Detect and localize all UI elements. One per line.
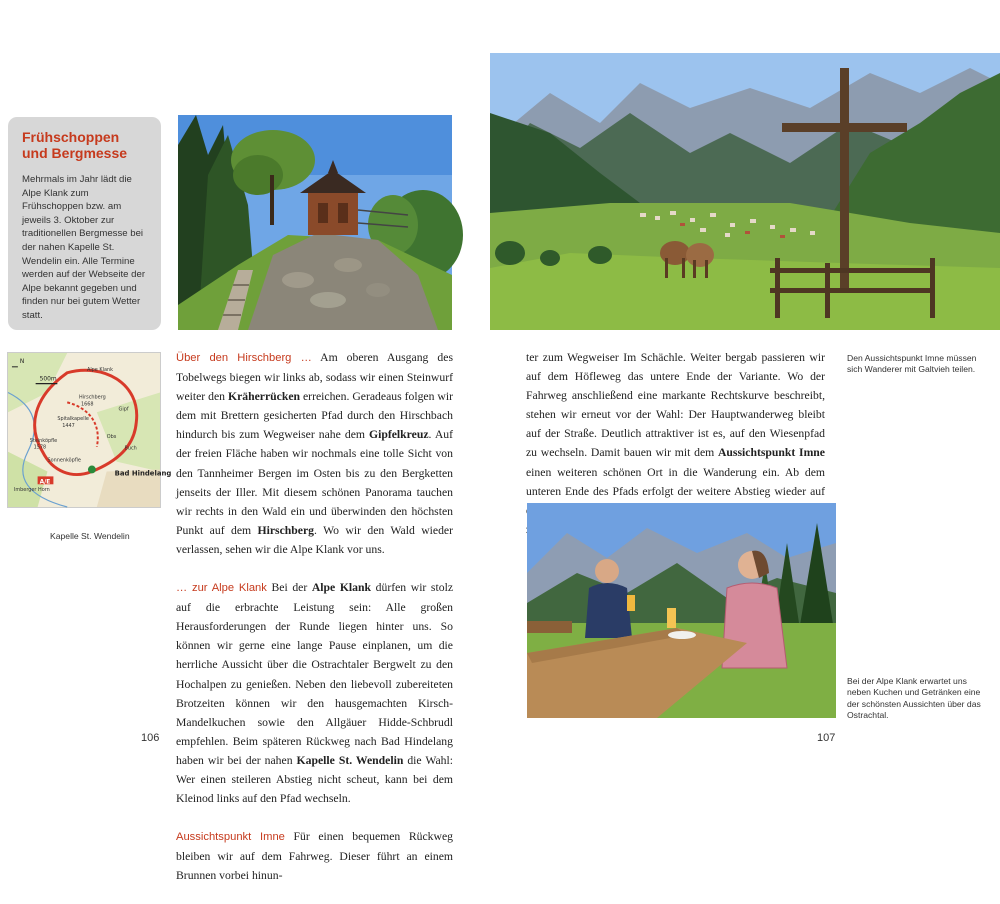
map-label-spitalkapelle: Spitalkapelle: [57, 416, 89, 423]
route-map: [7, 352, 172, 508]
text-segment: Für einen bequemen Rückweg bleiben wir auf dem Fahrweg. Dieser führt an einem Brunnen vorbei hinun-: [176, 830, 453, 883]
right-page: [490, 0, 1000, 800]
landscape-cross-photo: [490, 53, 1000, 330]
bold-kapelle: Kapelle St. Wendelin: [296, 753, 404, 767]
text-segment: . Wo wir den Wald wieder verlassen, sehen wir die Alpe Klank vor uns.: [176, 523, 453, 556]
map-label-1447: 1447: [62, 423, 75, 430]
map-label-1668: 1668: [81, 401, 94, 408]
bold-kraeherruecken: Kräherrücken: [227, 390, 301, 404]
text-segment: ter zum Wegweiser Im Schächle. Weiter bergab passieren wir auf dem Höfleweg das untere Ende der Variante. Wo der Fahrweg anschließend eine markante Rechtskurve beschreibt, stehen wir erneut vor der Wahl: Der Hauptwanderweg bleibt auf der Straße. Deutlich attraktiver ist es, auf den Wiesenpfad zu wechseln. Damit bauen wir mit dem: [526, 351, 825, 460]
text-segment: . Auf der freien Fläche haben wir nochmals eine tolle Sicht von den Tannheimer Bergen im Osten bis zu den Bergketten jenseits der Iller. Mit diesem schönen Panorama tauchen wir rechts in den Wald ein und überwinden den höchsten Punkt auf dem: [176, 428, 453, 537]
map-label-gipf: Gipf: [118, 406, 129, 413]
heading-hirschberg: Über den Hirschberg …: [176, 352, 312, 364]
map-label-steinkoepfle: Steinköpfle: [29, 437, 58, 444]
text-segment: die Wahl: Wer einen steileren Abstieg nicht scheut, kann bei dem Kleinod links auf den Pfad wechseln.: [176, 753, 454, 806]
map-label-bad-hindelang: Bad Hindelang: [114, 469, 172, 478]
bold-aussichtspunkt-imne: Aussichtspunkt Imne: [717, 446, 825, 460]
left-page: [0, 0, 490, 883]
caption-top: Den Aussichtspunkt Imne müssen sich Wanderer mit Galtvieh teilen.: [847, 353, 977, 375]
bold-alpe-klank: Alpe Klank: [311, 581, 372, 595]
map-label-sonnenkoepfle: Sonnenköpfle: [47, 457, 81, 464]
map-label-1578: 1578: [33, 444, 47, 451]
page-number-right: 107: [817, 732, 836, 744]
paragraph-hirschberg: [176, 348, 453, 559]
chapel-photo: [178, 115, 452, 330]
text-segment: dürfen wir stolz auf die erbrachte Leistung sein: Alle großen Herausforderungen der Runde liegen hinter uns. So können wir gerne eine lange Pause einplanen, um die herrliche Aussicht über die Ostrachtaler Bergwelt zu den Hochalpen zu genießen. Neben den liebevoll zubereiteten Brotzeiten können wir den hausgemachten Kirsch-Mandelkuchen sowie den Allgäuer Hidde-Schbrudl empfehlen. Beim späteren Rückweg nach Bad Hindelang haben wir bei der nahen: [176, 581, 454, 767]
map-north-label: N: [19, 358, 25, 365]
info-box-title-line2: und Bergmesse: [22, 145, 128, 161]
paragraph-alpe-klank: [176, 578, 453, 808]
bold-hirschberg: Hirschberg: [257, 523, 314, 537]
text-segment: Am oberen Ausgang des Tobelwegs biegen wir links ab, sodass wir einen Steinwurf weiter den: [176, 351, 453, 404]
map-label-imberger-horn: Imberger Horn: [13, 487, 50, 494]
bold-gipfelkreuz: Gipfelkreuz: [369, 428, 429, 442]
info-box-text: Mehrmals im Jahr lädt die Alpe Klank zum Frühschoppen bzw. am jeweils 3. Oktober zur traditionellen Bergmesse bei der nahen Kapelle St. Wendelin ein. Alle Termine werden auf der Webseite der Alpe bekannt gegeben und finden nur bei gutem Wetter statt.: [22, 174, 146, 321]
info-box-title-line1: Frühschoppen: [22, 129, 120, 145]
caption-bottom: Bei der Alpe Klank erwartet uns neben Kuchen und Getränken eine der schönsten Aussichten über das Ostrachtal.: [847, 676, 981, 721]
map-caption: Kapelle St. Wendelin: [50, 531, 130, 541]
map-label-obs: Obs: [106, 433, 117, 440]
text-segment: erreichen. Geradeaus folgen wir dem mit Brettern gesicherten Pfad durch den Hirschbach hindurch bis zum Wegweiser nahe dem: [176, 390, 453, 442]
heading-alpe-klank: … zur Alpe Klank: [176, 582, 267, 595]
text-segment: einen weiteren schönen Ort in die Wanderung ein. Ab dem unteren Ende des Pfads erfolgt der weitere Abstieg wieder auf: [526, 465, 825, 498]
map-label-buch: Buch: [124, 445, 137, 452]
map-scale-label: 500m: [39, 376, 57, 383]
info-box: [8, 117, 161, 330]
map-label-alpe-klank: Alpe Klank: [86, 366, 114, 373]
hikers-photo: [527, 503, 836, 718]
paragraph-aussichtspunkt: [176, 827, 453, 885]
page-number-left: 106: [141, 732, 160, 744]
map-start-marker: A/E: [39, 479, 51, 486]
heading-aussichtspunkt: Aussichtspunkt Imne: [176, 831, 285, 844]
text-segment: Bei der: [266, 581, 312, 595]
left-body-text: [176, 348, 453, 904]
map-label-hirschberg: Hirschberg: [79, 394, 106, 401]
info-box-title: [22, 129, 151, 161]
